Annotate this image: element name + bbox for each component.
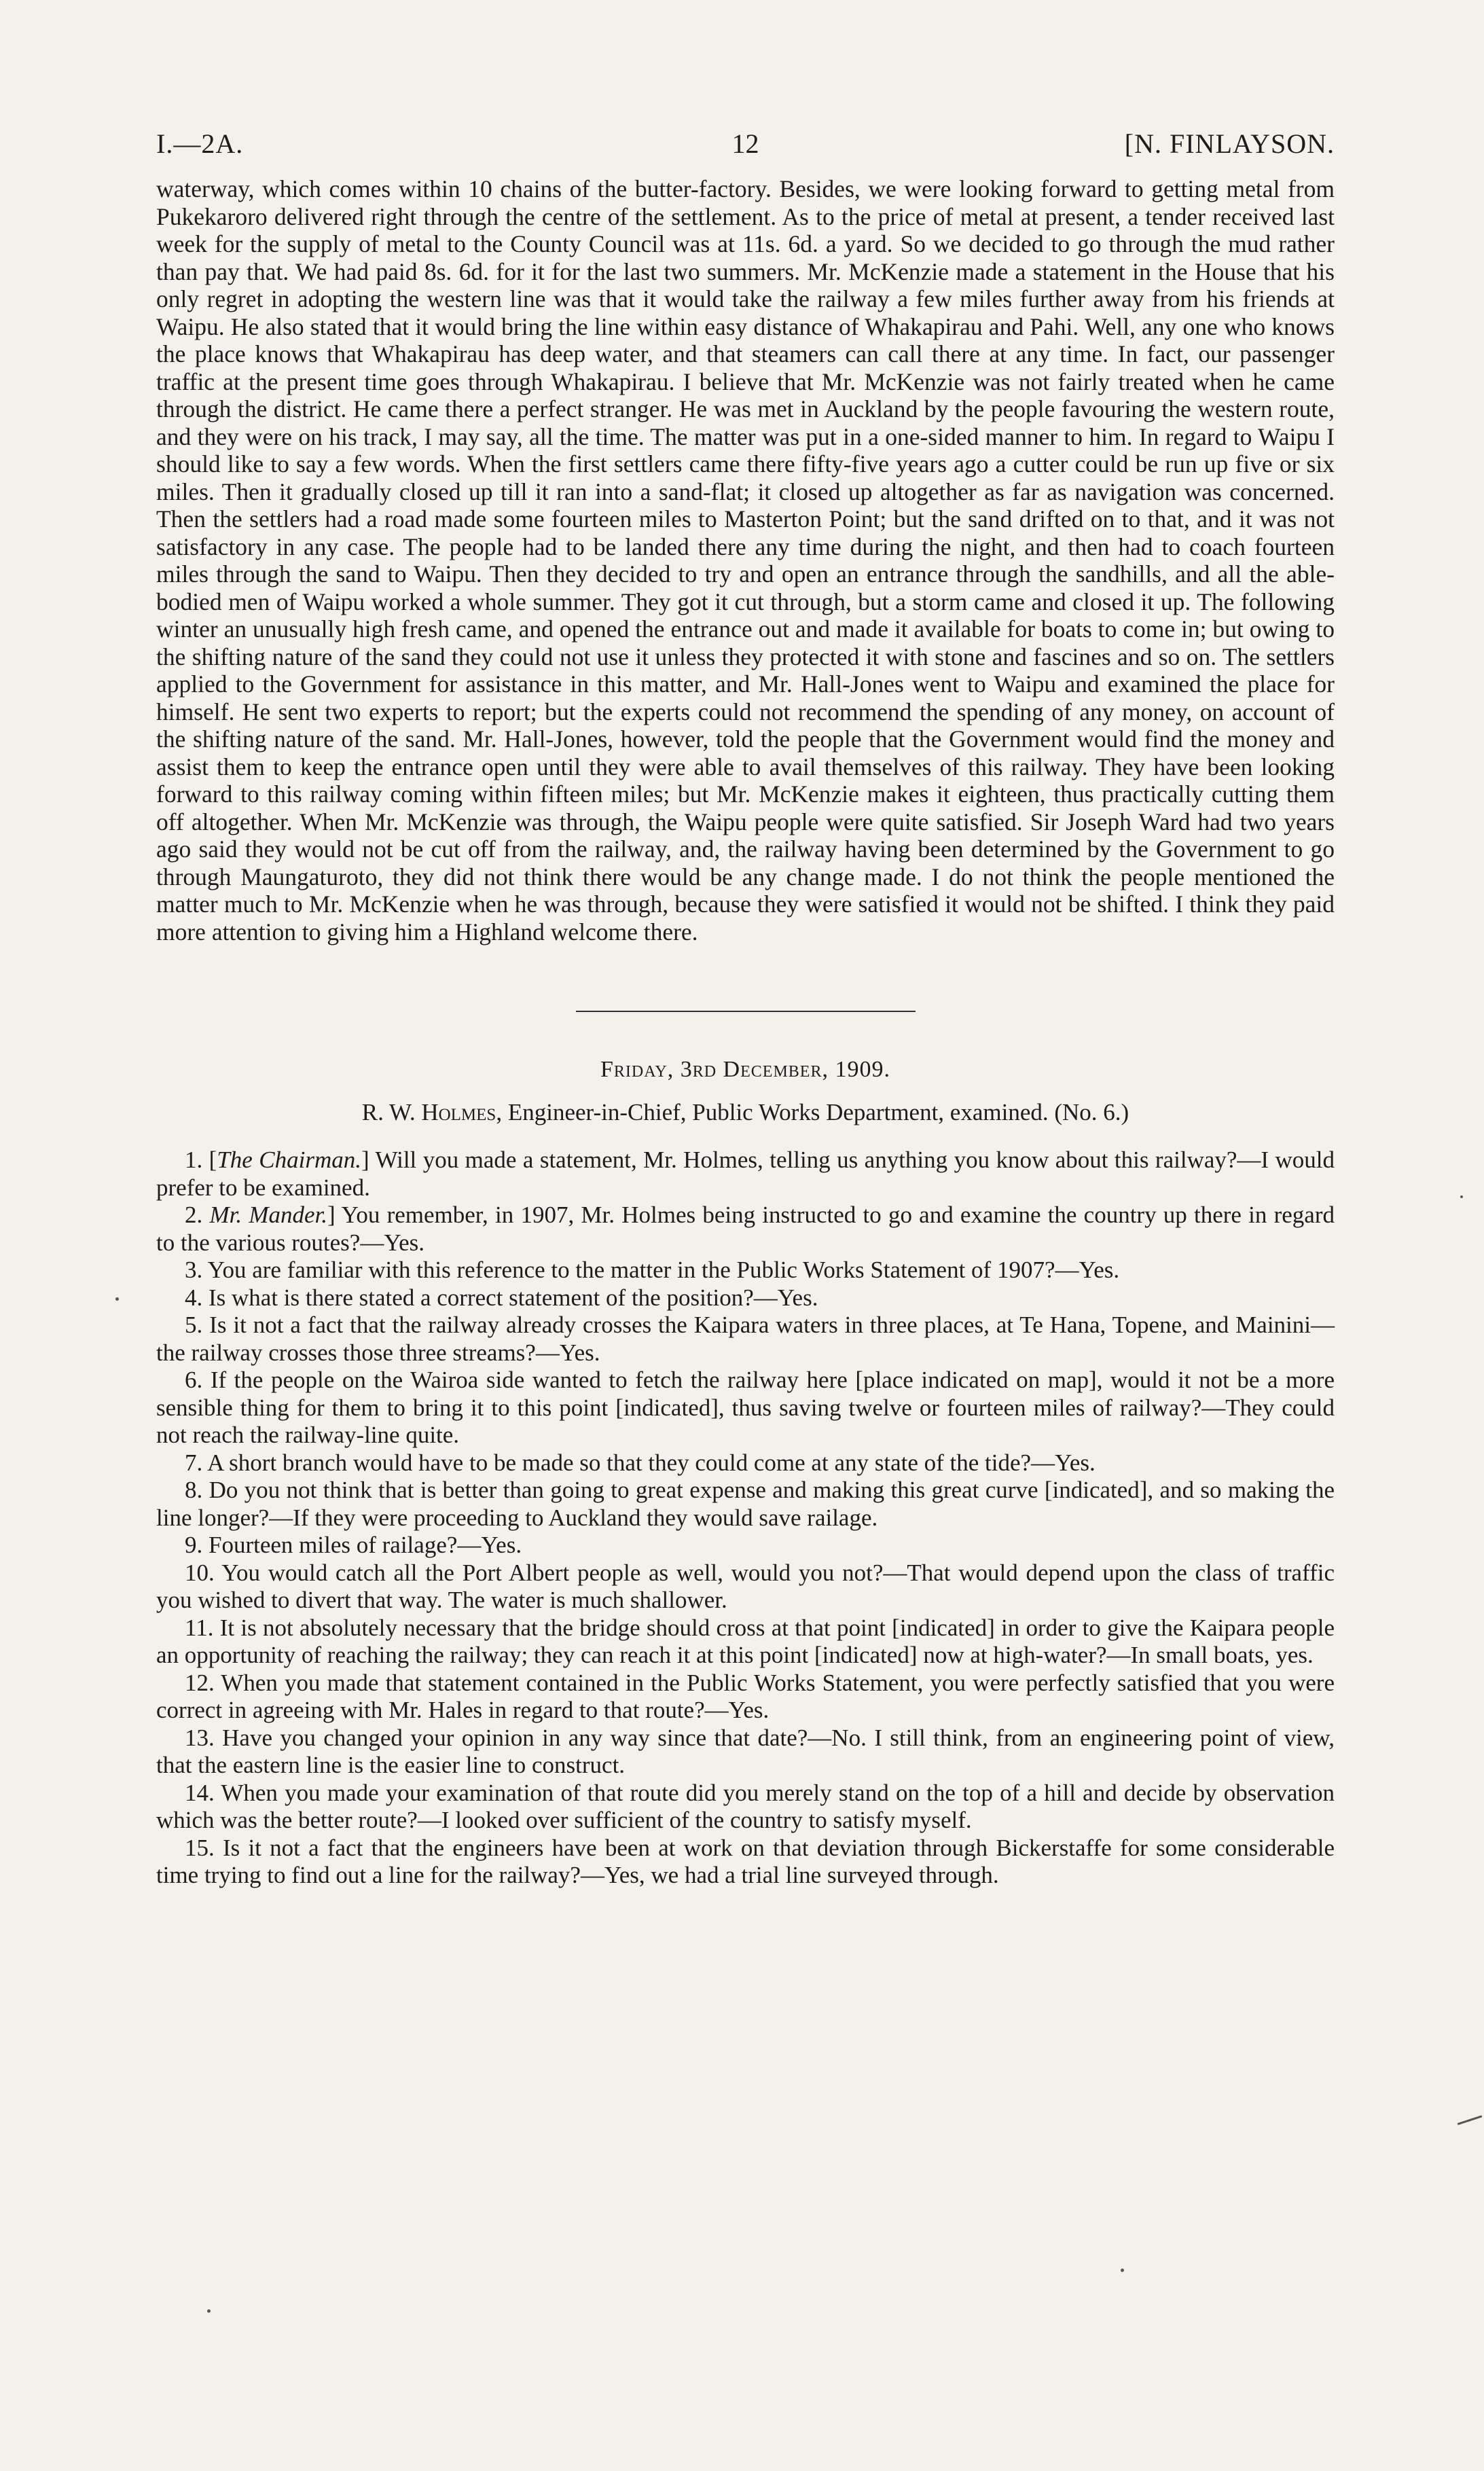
question-text: Is what is there stated a correct statement of the position?—Yes. — [209, 1284, 818, 1311]
question-number: 6. — [185, 1367, 203, 1393]
document-page — [156, 122, 1335, 1890]
speaker-name: The Chairman. — [217, 1147, 361, 1173]
page-number: 12 — [731, 128, 759, 159]
question-11 — [156, 1615, 1335, 1670]
question-number: 7. — [185, 1449, 203, 1476]
question-number: 12. — [185, 1669, 215, 1696]
paper-reference: I.—2A. — [156, 128, 244, 159]
question-12 — [156, 1670, 1335, 1725]
question-list — [156, 1147, 1335, 1890]
question-number: 4. — [185, 1284, 203, 1311]
scan-speck — [1460, 1195, 1463, 1198]
question-text: Is it not a fact that the railway already crosses the Kaipara waters in three places, at Te Hana, Topene, and Mainini—the railway crosses those three streams?—Yes. — [156, 1312, 1335, 1366]
question-5 — [156, 1312, 1335, 1367]
question-text: Fourteen miles of railage?—Yes. — [209, 1532, 522, 1558]
question-9 — [156, 1532, 1335, 1559]
question-3 — [156, 1257, 1335, 1284]
question-number: 14. — [185, 1779, 215, 1806]
speaker-name: Mr. Mander. — [209, 1202, 328, 1228]
question-text: When you made your examination of that route did you merely stand on the top of a hill and decide by observation which was the better route?—I looked over sufficient of the country to satisfy myself. — [156, 1779, 1335, 1833]
question-number: 13. — [185, 1724, 215, 1751]
intro-paragraph: waterway, which comes within 10 chains of the butter-factory. Besides, we were looking forward to getting metal from Pukekaroro delivered right through the centre of the settlement. As to the price of metal at present, a tender received last week for the supply of metal to the County Council was at 11s. 6d. a yard. So we decided to go through the mud rather than pay that. We had paid 8s. 6d. for it for the last two summers. Mr. McKenzie made a statement in the House that his only regret in adopting the western line was that it would take the railway a few miles further away from his friends at Waipu. He also stated that it would bring the line within easy distance of Whakapirau and Pahi. Well, any one who knows the place knows that Whakapirau has deep water, and that steamers can call there at any time. In fact, our passenger traffic at the present time goes through Whakapirau. I believe that Mr. McKenzie was not fairly treated when he came through the district. He came there a perfect stranger. He was met in Auckland by the people favouring the western route, and they were on his track, I may say, all the time. The matter was put in a one-sided manner to him. In regard to Waipu I should like to say a few words. When the first settlers came there fifty-five years ago a cutter could be run up five or six miles. Then it gradually closed up till it ran into a sand-flat; it closed up altogether as far as navigation was concerned. Then the settlers had a road made some fourteen miles to Masterton Point; but the sand drifted on to that, and it was not satisfactory in any case. The people had to be landed there any time during the night, and then had to coach fourteen miles through the sand to Waipu. Then they decided to try and open an entrance through the sandhills, and all the able-bodied men of Waipu worked a whole summer. They got it cut through, but a storm came and closed it up. The following winter an unusually high fresh came, and opened the entrance out and made it available for boats to come in; but owing to the shifting nature of the sand they could not use it unless they protected it with stone and fascines and so on. The settlers applied to the Government for assistance in this matter, and Mr. Hall-Jones went to Waipu and examined the place for himself. He sent two experts to report; but the experts could not recommend the spending of any money, on account of the shifting nature of the sand. Mr. Hall-Jones, however, told the people that the Government would find the money and assist them to keep the entrance open until they were able to avail themselves of this railway. They have been looking forward to this railway coming within fifteen miles; but Mr. McKenzie makes it eighteen, thus practically cutting them off altogether. When Mr. McKenzie was through, the Waipu people were quite satisfied. Sir Joseph Ward had two years ago said they would not be cut off from the railway, and, the railway having been determined by the Government to go through Maungaturoto, they did not think there would be any change made. I do not think the people mentioned the matter much to Mr. McKenzie when he was through, because they were satisfied it would not be shifted. I think they paid more attention to giving him a Highland welcome there. — [156, 175, 1335, 945]
question-10 — [156, 1559, 1335, 1615]
witness-heading — [156, 1099, 1335, 1126]
question-number: 10. — [185, 1559, 215, 1586]
question-number: 2. — [185, 1202, 203, 1228]
page-header — [156, 122, 1335, 170]
date-heading: Friday, 3rd December, 1909. — [600, 1057, 890, 1082]
question-text: You are familiar with this reference to the matter in the Public Works Statement of 1907?—Yes. — [207, 1257, 1120, 1283]
question-number: 5. — [185, 1312, 203, 1338]
scan-speck — [115, 1297, 119, 1301]
question-1: 1. [The Chairman.] Will you made a statement, Mr. Holmes, telling us anything you know about this railway?—I would prefer to be examined. — [156, 1147, 1335, 1201]
question-7 — [156, 1449, 1335, 1477]
question-text: ] Will you made a statement, Mr. Holmes, telling us anything you know about this railway?—I would prefer to be examined. — [156, 1147, 1335, 1201]
question-8 — [156, 1477, 1335, 1532]
question-number: 15. — [185, 1834, 215, 1861]
question-2 — [156, 1202, 1335, 1257]
question-text: Have you changed your opinion in any way since that date?—No. I still think, from an engineering point of view, that the eastern line is the easier line to construct. — [156, 1724, 1335, 1778]
question-6 — [156, 1367, 1335, 1449]
question-text: A short branch would have to be made so that they could come at any state of the tide?—Yes. — [207, 1449, 1096, 1476]
question-number: 11. — [185, 1614, 214, 1641]
question-text: It is not absolutely necessary that the bridge should cross at that point [indicated] in order to give the Kaipara people an opportunity of reaching the railway; they can reach it at this point [indicated] now at high-water?—In small boats, yes. — [156, 1614, 1335, 1668]
question-text: Is it not a fact that the engineers have been at work on that deviation through Bickerstaffe for some considerable time trying to find out a line for the railway?—Yes, we had a trial line surveyed through. — [156, 1834, 1335, 1888]
question-text: Do you not think that is better than going to great expense and making this great curve [indicated], and so making the line longer?—If they were proceeding to Auckland they would save railage. — [156, 1477, 1335, 1531]
scan-speck — [1121, 2269, 1124, 2272]
scan-mark — [1457, 2115, 1482, 2125]
question-4 — [156, 1284, 1335, 1312]
question-15 — [156, 1835, 1335, 1890]
question-14 — [156, 1780, 1335, 1835]
running-head: [N. FINLAYSON. — [1124, 128, 1335, 159]
question-text: When you made that statement contained in the Public Works Statement, you were perfectly satisfied that you were correct in agreeing with Mr. Hales in regard to that route?—Yes. — [156, 1669, 1335, 1723]
witness-name: R. W. Holmes — [361, 1099, 496, 1125]
question-number: 8. — [185, 1477, 203, 1503]
question-text: ] You remember, in 1907, Mr. Holmes being instructed to go and examine the country up there in regard to the various routes?—Yes. — [156, 1202, 1335, 1256]
question-text: If the people on the Wairoa side wanted to fetch the railway here [place indicated on map], would it not be a more sensible thing for them to bring it to this point [indicated], thus saving twelve or fourteen miles of railway?—They could not reach the railway-line quite. — [156, 1367, 1335, 1448]
scan-speck — [207, 2309, 211, 2313]
section-divider — [576, 1011, 916, 1012]
question-number: 3. — [185, 1257, 203, 1283]
question-number: 9. — [185, 1532, 203, 1558]
question-number: 1. — [185, 1147, 203, 1173]
witness-description: , Engineer-in-Chief, Public Works Department, examined. (No. 6.) — [496, 1099, 1129, 1125]
question-13 — [156, 1725, 1335, 1780]
question-text: You would catch all the Port Albert people as well, would you not?—That would depend upon the class of traffic you wished to divert that way. The water is much shallower. — [156, 1559, 1335, 1613]
